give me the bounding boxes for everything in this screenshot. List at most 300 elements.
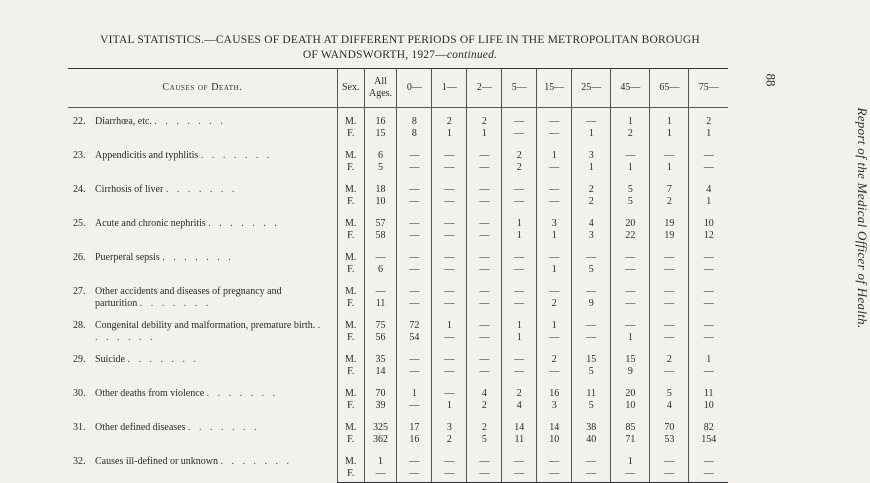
value-cell: — xyxy=(467,142,502,162)
value-cell: 15 xyxy=(611,346,650,366)
value-cell: 2 xyxy=(689,108,728,129)
value-cell: — xyxy=(467,264,502,278)
value-cell: 2 xyxy=(572,176,611,196)
value-cell: 5 xyxy=(572,366,611,380)
value-cell: 20 xyxy=(611,210,650,230)
cause-label: Puerperal sepsis . . . . . . . xyxy=(95,252,234,263)
page-number: 88 xyxy=(763,73,779,87)
value-cell: — xyxy=(502,196,537,210)
value-cell: 57 xyxy=(364,210,397,230)
value-cell: 1 xyxy=(502,312,537,332)
value-cell: 1 xyxy=(502,230,537,244)
value-cell: — xyxy=(650,332,689,346)
value-cell: 2 xyxy=(467,414,502,434)
cause-cell xyxy=(68,312,337,346)
value-cell: — xyxy=(432,264,467,278)
dot-leader: . . . . . . . xyxy=(208,218,280,229)
cause-cell xyxy=(68,278,337,312)
causes-of-death-table xyxy=(68,68,728,483)
value-cell: 35 xyxy=(364,346,397,366)
value-cell: — xyxy=(364,244,397,264)
value-cell: — xyxy=(502,468,537,483)
value-cell: — xyxy=(432,332,467,346)
table-row xyxy=(68,346,728,366)
sex-cell: M. xyxy=(337,448,364,468)
value-cell: — xyxy=(467,162,502,176)
value-cell: — xyxy=(397,142,432,162)
value-cell: — xyxy=(689,298,728,312)
cause-label: Appendicitis and typhlitis . . . . . . . xyxy=(95,150,273,161)
value-cell: — xyxy=(467,244,502,264)
cause-cell xyxy=(68,210,337,244)
cause-label: Cirrhosis of liver . . . . . . . xyxy=(95,184,238,195)
value-cell: 2 xyxy=(502,142,537,162)
header-all-ages-2: Ages. xyxy=(368,88,393,99)
table-row xyxy=(68,380,728,400)
value-cell: — xyxy=(502,128,537,142)
value-cell: 1 xyxy=(611,162,650,176)
value-cell: — xyxy=(537,366,572,380)
value-cell: 1 xyxy=(689,128,728,142)
value-cell: 75 xyxy=(364,312,397,332)
value-cell: — xyxy=(689,468,728,483)
value-cell: 11 xyxy=(572,380,611,400)
value-cell: — xyxy=(611,468,650,483)
value-cell: — xyxy=(502,448,537,468)
value-cell: — xyxy=(397,176,432,196)
header-row xyxy=(68,69,728,108)
value-cell: — xyxy=(537,176,572,196)
value-cell: 39 xyxy=(364,400,397,414)
value-cell: 82 xyxy=(689,414,728,434)
sex-cell: F. xyxy=(337,162,364,176)
sex-cell: M. xyxy=(337,346,364,366)
value-cell: 4 xyxy=(467,380,502,400)
value-cell: — xyxy=(467,278,502,298)
value-cell: — xyxy=(650,312,689,332)
cause-number: 22. xyxy=(73,116,86,127)
value-cell: — xyxy=(650,142,689,162)
dot-leader: . . . . . . . xyxy=(95,320,324,343)
sex-cell: M. xyxy=(337,278,364,298)
sex-cell: M. xyxy=(337,380,364,400)
value-cell: 2 xyxy=(502,380,537,400)
value-cell: 16 xyxy=(397,434,432,448)
cause-number: 28. xyxy=(73,320,86,331)
table-row xyxy=(68,448,728,468)
cause-label: Other deaths from violence . . . . . . . xyxy=(95,388,279,399)
header-age-65: 65— xyxy=(650,69,689,108)
sex-cell: M. xyxy=(337,108,364,129)
value-cell: 1 xyxy=(650,128,689,142)
cause-label: Causes ill-defined or unknown . . . . . . . xyxy=(95,456,293,467)
value-cell: 11 xyxy=(364,298,397,312)
value-cell: 5 xyxy=(572,264,611,278)
value-cell: 1 xyxy=(572,128,611,142)
cause-label: Acute and chronic nephritis . . . . . . . xyxy=(95,218,280,229)
value-cell: — xyxy=(397,264,432,278)
value-cell: 1 xyxy=(432,400,467,414)
value-cell: — xyxy=(502,346,537,366)
value-cell: 5 xyxy=(364,162,397,176)
value-cell: — xyxy=(611,244,650,264)
value-cell: 18 xyxy=(364,176,397,196)
title-line-2: OF WANDSWORTH, 1927— xyxy=(302,49,447,61)
value-cell: — xyxy=(467,366,502,380)
table-row xyxy=(68,312,728,332)
cause-cell xyxy=(68,176,337,210)
value-cell: — xyxy=(432,366,467,380)
value-cell: 70 xyxy=(364,380,397,400)
value-cell: — xyxy=(689,278,728,298)
header-age-5: 5— xyxy=(502,69,537,108)
value-cell: — xyxy=(502,366,537,380)
value-cell: — xyxy=(397,346,432,366)
header-sex: Sex. xyxy=(337,69,364,108)
value-cell: — xyxy=(467,176,502,196)
value-cell: — xyxy=(467,468,502,483)
dot-leader: . . . . . . . xyxy=(127,354,199,365)
value-cell: 5 xyxy=(467,434,502,448)
value-cell: — xyxy=(432,210,467,230)
value-cell: 14 xyxy=(364,366,397,380)
value-cell: 53 xyxy=(650,434,689,448)
value-cell: 1 xyxy=(537,142,572,162)
value-cell: 14 xyxy=(537,414,572,434)
cause-label: Other accidents and diseases of pregnancy and parturition . . . . . . . xyxy=(95,286,282,309)
value-cell: 9 xyxy=(611,366,650,380)
value-cell: 1 xyxy=(432,312,467,332)
value-cell: 12 xyxy=(689,230,728,244)
value-cell: 10 xyxy=(537,434,572,448)
sex-cell: M. xyxy=(337,414,364,434)
cause-cell xyxy=(68,380,337,414)
value-cell: 11 xyxy=(689,380,728,400)
value-cell: 6 xyxy=(364,264,397,278)
value-cell: — xyxy=(432,448,467,468)
value-cell: — xyxy=(689,448,728,468)
title-line-1: VITAL STATISTICS.—CAUSES OF DEATH AT DIFFERENT PERIODS OF LIFE IN THE METROPOLITAN BOROUGH xyxy=(100,34,700,46)
value-cell: — xyxy=(432,298,467,312)
sex-cell: F. xyxy=(337,230,364,244)
header-age-25: 25— xyxy=(572,69,611,108)
value-cell: — xyxy=(502,298,537,312)
dot-leader: . . . . . . . xyxy=(188,422,260,433)
value-cell: — xyxy=(572,448,611,468)
value-cell: 10 xyxy=(689,210,728,230)
table-row xyxy=(68,142,728,162)
value-cell: 8 xyxy=(397,108,432,129)
value-cell: 2 xyxy=(537,298,572,312)
table-row xyxy=(68,108,728,129)
sex-cell: M. xyxy=(337,312,364,332)
cause-label: Suicide . . . . . . . xyxy=(95,354,199,365)
value-cell: 154 xyxy=(689,434,728,448)
value-cell: — xyxy=(572,108,611,129)
value-cell: 70 xyxy=(650,414,689,434)
sex-cell: M. xyxy=(337,142,364,162)
value-cell: 9 xyxy=(572,298,611,312)
value-cell: 3 xyxy=(432,414,467,434)
side-running-title: Report of the Medical Officer of Health. xyxy=(855,107,870,329)
value-cell: 1 xyxy=(689,196,728,210)
header-age-15: 15— xyxy=(537,69,572,108)
value-cell: 8 xyxy=(397,128,432,142)
value-cell: — xyxy=(650,244,689,264)
cause-cell xyxy=(68,448,337,483)
header-age-45: 45— xyxy=(611,69,650,108)
value-cell: 2 xyxy=(650,196,689,210)
value-cell: 1 xyxy=(397,380,432,400)
header-age-2: 2— xyxy=(467,69,502,108)
header-all-ages xyxy=(364,69,397,108)
value-cell: 1 xyxy=(572,162,611,176)
sex-cell: F. xyxy=(337,468,364,483)
cause-cell xyxy=(68,414,337,448)
value-cell: 5 xyxy=(611,176,650,196)
dot-leader: . . . . . . . xyxy=(162,252,234,263)
value-cell: — xyxy=(467,230,502,244)
value-cell: 22 xyxy=(611,230,650,244)
value-cell: — xyxy=(397,230,432,244)
value-cell: 1 xyxy=(502,210,537,230)
value-cell: 19 xyxy=(650,230,689,244)
value-cell: 85 xyxy=(611,414,650,434)
value-cell: 16 xyxy=(537,380,572,400)
value-cell: — xyxy=(467,346,502,366)
value-cell: — xyxy=(397,210,432,230)
value-cell: — xyxy=(689,244,728,264)
sex-cell: F. xyxy=(337,298,364,312)
value-cell: 2 xyxy=(467,108,502,129)
sex-cell: M. xyxy=(337,176,364,196)
value-cell: — xyxy=(397,400,432,414)
dot-leader: . . . . . . . xyxy=(220,456,293,467)
cause-number: 32. xyxy=(73,456,86,467)
value-cell: 17 xyxy=(397,414,432,434)
dot-leader: . . . . . . . xyxy=(200,150,273,161)
value-cell: 2 xyxy=(467,400,502,414)
value-cell: — xyxy=(689,332,728,346)
dot-leader: . . . . . . . xyxy=(165,184,238,195)
value-cell: 1 xyxy=(611,332,650,346)
value-cell: — xyxy=(397,162,432,176)
value-cell: — xyxy=(650,468,689,483)
value-cell: — xyxy=(397,244,432,264)
value-cell: 1 xyxy=(467,128,502,142)
value-cell: — xyxy=(467,298,502,312)
value-cell: 5 xyxy=(572,400,611,414)
value-cell: — xyxy=(364,468,397,483)
table-row xyxy=(68,414,728,434)
cause-number: 31. xyxy=(73,422,86,433)
value-cell: — xyxy=(611,312,650,332)
value-cell: — xyxy=(689,312,728,332)
value-cell: 5 xyxy=(611,196,650,210)
cause-cell xyxy=(68,346,337,380)
sex-cell: F. xyxy=(337,264,364,278)
value-cell: 2 xyxy=(572,196,611,210)
value-cell: 1 xyxy=(537,230,572,244)
value-cell: 2 xyxy=(537,346,572,366)
value-cell: — xyxy=(467,448,502,468)
value-cell: — xyxy=(611,264,650,278)
cause-label: Other defined diseases . . . . . . . xyxy=(95,422,260,433)
value-cell: — xyxy=(537,278,572,298)
value-cell: — xyxy=(397,468,432,483)
cause-number: 30. xyxy=(73,388,86,399)
value-cell: 3 xyxy=(572,142,611,162)
value-cell: 1 xyxy=(650,108,689,129)
value-cell: — xyxy=(467,210,502,230)
value-cell: 1 xyxy=(502,332,537,346)
value-cell: 10 xyxy=(689,400,728,414)
header-cause: Causes of Death. xyxy=(68,69,337,108)
value-cell: 3 xyxy=(537,210,572,230)
value-cell: 15 xyxy=(572,346,611,366)
value-cell: 1 xyxy=(537,264,572,278)
cause-number: 29. xyxy=(73,354,86,365)
value-cell: 1 xyxy=(537,312,572,332)
value-cell: — xyxy=(432,346,467,366)
value-cell: — xyxy=(432,162,467,176)
header-age-75: 75— xyxy=(689,69,728,108)
value-cell: 325 xyxy=(364,414,397,434)
value-cell: 20 xyxy=(611,380,650,400)
value-cell: 1 xyxy=(689,346,728,366)
cause-number: 24. xyxy=(73,184,86,195)
table-row xyxy=(68,210,728,230)
sex-cell: F. xyxy=(337,434,364,448)
value-cell: — xyxy=(650,264,689,278)
sex-cell: F. xyxy=(337,366,364,380)
value-cell: — xyxy=(650,448,689,468)
cause-number: 27. xyxy=(73,286,86,297)
table-body xyxy=(68,108,728,483)
value-cell: 4 xyxy=(650,400,689,414)
value-cell: 1 xyxy=(364,448,397,468)
value-cell: 2 xyxy=(432,434,467,448)
value-cell: — xyxy=(537,468,572,483)
value-cell: 10 xyxy=(364,196,397,210)
value-cell: — xyxy=(572,278,611,298)
value-cell: — xyxy=(611,298,650,312)
cause-number: 26. xyxy=(73,252,86,263)
value-cell: — xyxy=(502,108,537,129)
dot-leader: . . . . . . . xyxy=(139,298,212,309)
value-cell: — xyxy=(572,468,611,483)
value-cell: — xyxy=(364,278,397,298)
value-cell: — xyxy=(397,366,432,380)
value-cell: — xyxy=(432,142,467,162)
value-cell: — xyxy=(432,278,467,298)
table-row xyxy=(68,278,728,298)
cause-number: 23. xyxy=(73,150,86,161)
value-cell: — xyxy=(397,278,432,298)
value-cell: 6 xyxy=(364,142,397,162)
value-cell: — xyxy=(467,312,502,332)
value-cell: 1 xyxy=(432,128,467,142)
value-cell: 1 xyxy=(650,162,689,176)
value-cell: — xyxy=(432,244,467,264)
value-cell: 72 xyxy=(397,312,432,332)
cause-number: 25. xyxy=(73,218,86,229)
value-cell: — xyxy=(537,196,572,210)
cause-cell xyxy=(68,108,337,143)
value-cell: — xyxy=(397,196,432,210)
value-cell: 362 xyxy=(364,434,397,448)
value-cell: — xyxy=(432,196,467,210)
table-row xyxy=(68,244,728,264)
cause-label: Diarrhœa, etc. . . . . . . . xyxy=(95,116,226,127)
cause-cell xyxy=(68,142,337,176)
sex-cell: M. xyxy=(337,210,364,230)
value-cell: 11 xyxy=(502,434,537,448)
value-cell: 3 xyxy=(572,230,611,244)
value-cell: — xyxy=(537,128,572,142)
value-cell: 7 xyxy=(650,176,689,196)
value-cell: 56 xyxy=(364,332,397,346)
value-cell: — xyxy=(689,162,728,176)
sex-cell: F. xyxy=(337,400,364,414)
value-cell: — xyxy=(432,230,467,244)
value-cell: 38 xyxy=(572,414,611,434)
value-cell: — xyxy=(611,278,650,298)
value-cell: — xyxy=(537,448,572,468)
value-cell: — xyxy=(537,162,572,176)
value-cell: — xyxy=(502,278,537,298)
value-cell: 54 xyxy=(397,332,432,346)
value-cell: 58 xyxy=(364,230,397,244)
value-cell: 15 xyxy=(364,128,397,142)
value-cell: — xyxy=(467,196,502,210)
sex-cell: F. xyxy=(337,196,364,210)
value-cell: — xyxy=(689,142,728,162)
value-cell: 2 xyxy=(432,108,467,129)
value-cell: 10 xyxy=(611,400,650,414)
cause-cell xyxy=(68,244,337,278)
dot-leader: . . . . . . . xyxy=(206,388,279,399)
value-cell: — xyxy=(650,366,689,380)
value-cell: 40 xyxy=(572,434,611,448)
value-cell: — xyxy=(432,468,467,483)
sex-cell: M. xyxy=(337,244,364,264)
value-cell: — xyxy=(432,380,467,400)
sex-cell: F. xyxy=(337,128,364,142)
value-cell: — xyxy=(611,142,650,162)
value-cell: — xyxy=(572,244,611,264)
value-cell: 4 xyxy=(502,400,537,414)
value-cell: 16 xyxy=(364,108,397,129)
table-row xyxy=(68,176,728,196)
value-cell: 4 xyxy=(572,210,611,230)
value-cell: 3 xyxy=(537,400,572,414)
title-continued: continued. xyxy=(446,49,498,61)
header-all-ages-1: All xyxy=(374,76,387,87)
value-cell: — xyxy=(689,366,728,380)
value-cell: — xyxy=(432,176,467,196)
value-cell: — xyxy=(689,264,728,278)
value-cell: — xyxy=(537,244,572,264)
value-cell: — xyxy=(650,298,689,312)
value-cell: — xyxy=(502,264,537,278)
table-title xyxy=(40,33,760,63)
value-cell: — xyxy=(502,244,537,264)
value-cell: 1 xyxy=(611,448,650,468)
value-cell: — xyxy=(502,176,537,196)
cause-label: Congenital debility and malformation, premature birth. . . . . . . . xyxy=(95,320,324,343)
value-cell: 2 xyxy=(611,128,650,142)
